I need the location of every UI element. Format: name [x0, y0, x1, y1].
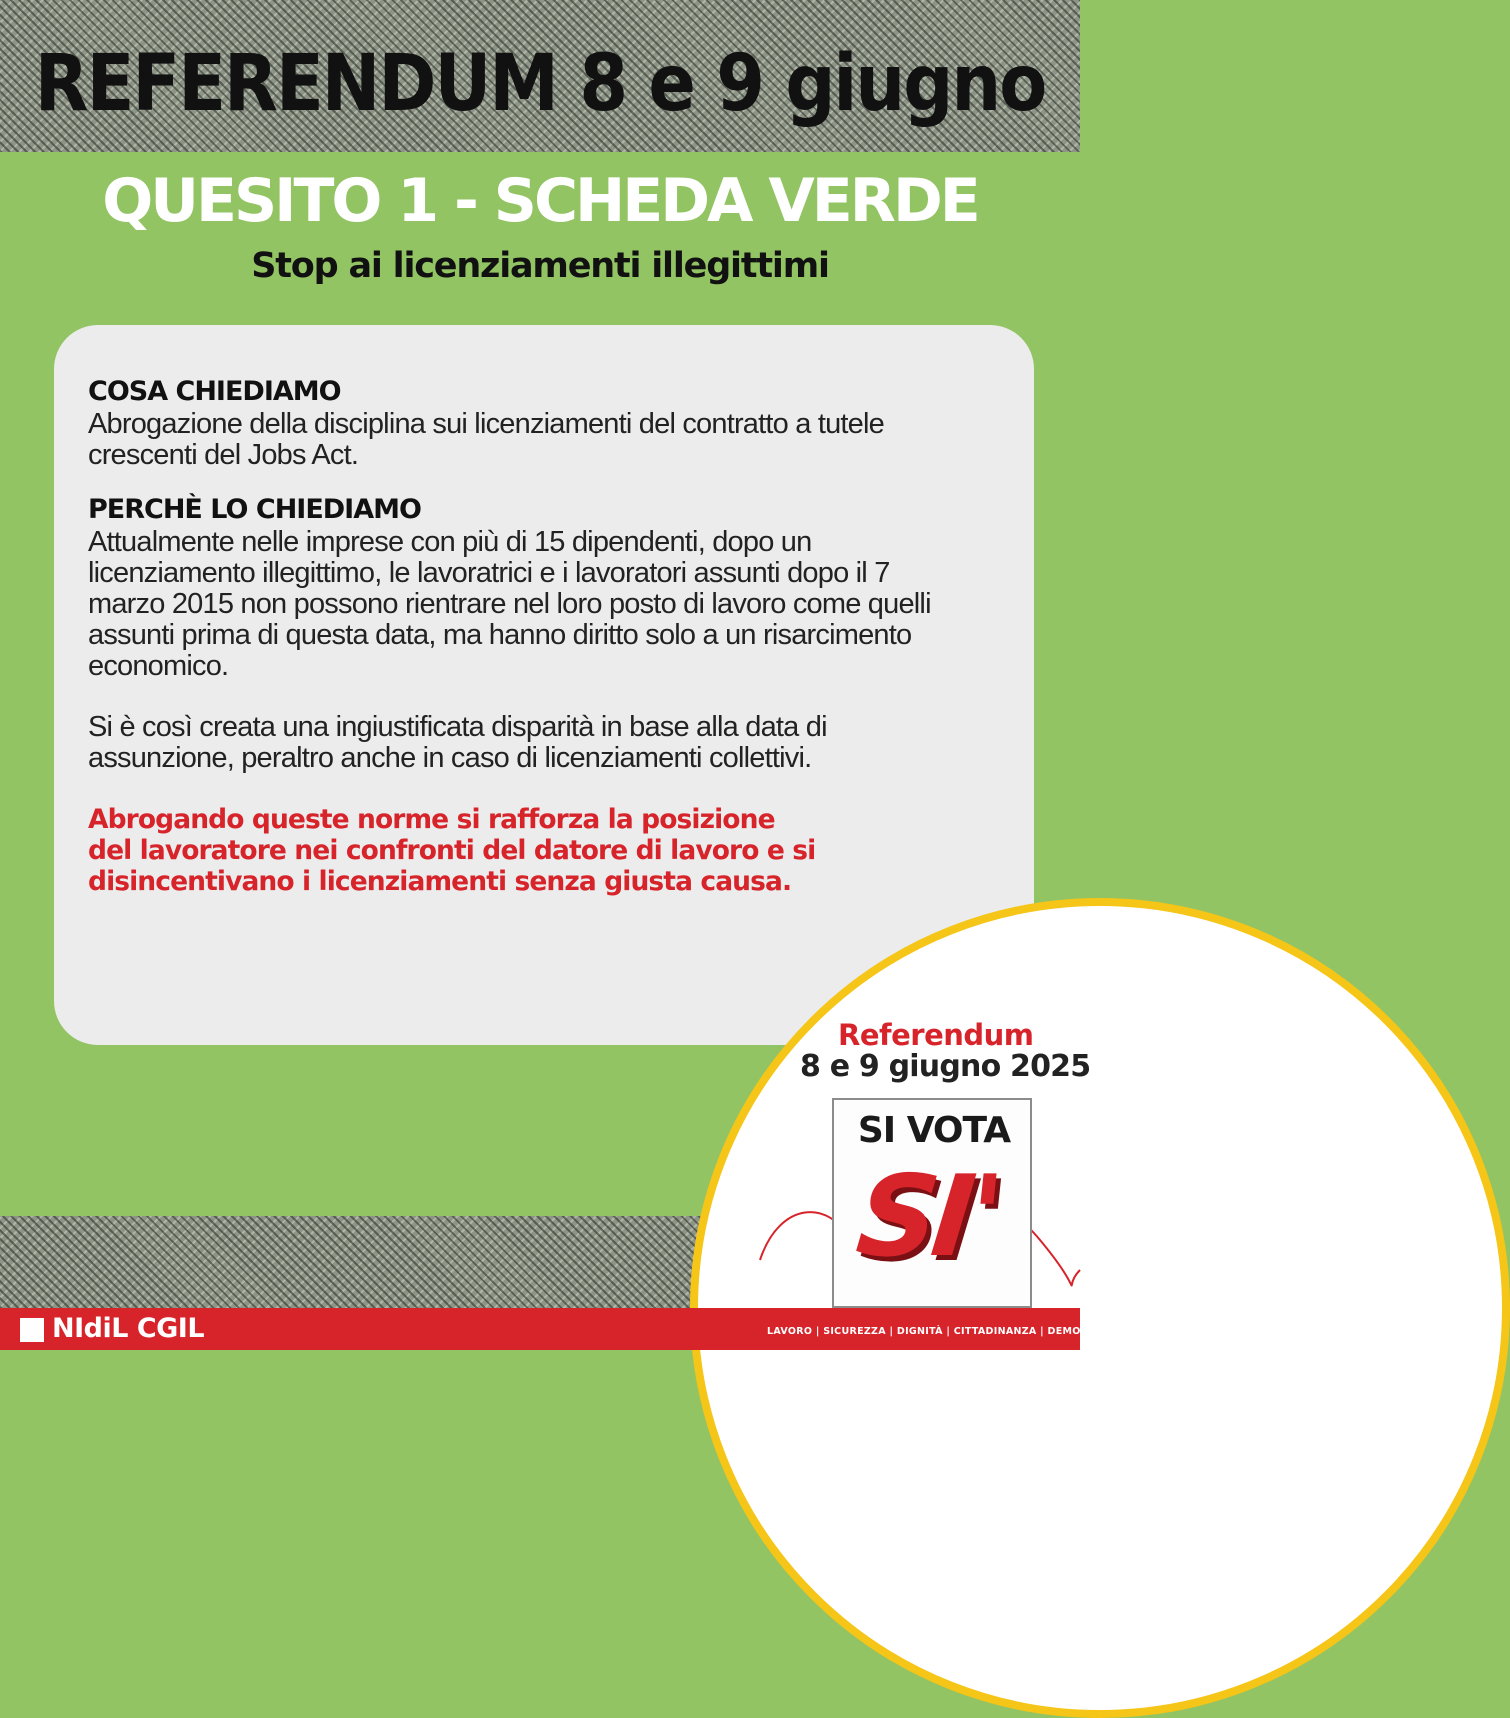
highlight-line: del lavoratore nei confronti del datore di lavoro e si [88, 835, 816, 866]
badge-date: 8 e 9 giugno 2025 [800, 1049, 1091, 1084]
section-text-disparity [88, 712, 1008, 774]
footer-tagline: LAVORO | SICUREZZA | DIGNITÀ | CITTADINANZA | DEMOCRAZIA [767, 1326, 1122, 1337]
ballot-label: SI VOTA [857, 1110, 1011, 1151]
section-heading-what: COSA CHIEDIAMO [88, 376, 341, 407]
highlight-line: Abrogando queste norme si rafforza la posizione [88, 804, 775, 835]
badge-title: Referendum [838, 1018, 1034, 1052]
text-line: crescenti del Jobs Act. [88, 439, 359, 471]
question-title: QUESITO 1 - SCHEDA VERDE [102, 166, 978, 236]
question-tagline: Stop ai licenziamenti illegittimi [251, 246, 829, 286]
highlight-statement [88, 804, 1008, 897]
text-line: assunzione, peraltro anche in caso di licenziamenti collettivi. [88, 742, 812, 774]
text-line: marzo 2015 non possono rientrare nel loro posto di lavoro come quelli [88, 588, 931, 620]
info-card [54, 325, 1034, 1045]
text-line: Si è così creata una ingiustificata disparità in base alla data di [88, 711, 827, 743]
section-text-what [88, 409, 1008, 471]
main-title: REFERENDUM 8 e 9 giugno [34, 37, 1046, 129]
text-line: licenziamento illegittimo, le lavoratrici e i lavoratori assunti dopo il 7 [88, 557, 890, 589]
text-line: assunti prima di questa data, ma hanno diritto solo a un risarcimento [88, 619, 912, 651]
logo-square-icon [20, 1318, 44, 1342]
section-heading-why: PERCHÈ LO CHIEDIAMO [88, 494, 421, 525]
text-line: economico. [88, 650, 229, 682]
section-text-why [88, 527, 1008, 682]
si-vote-mark: SI' [851, 1152, 1004, 1282]
highlight-line: disincentivano i licenziamenti senza giusta causa. [88, 866, 792, 897]
info-card-content [88, 375, 1008, 897]
organization-logo-text: NIdiL CGIL [52, 1313, 205, 1344]
text-line: Abrogazione della disciplina sui licenziamenti del contratto a tutele [88, 408, 884, 440]
text-line: Attualmente nelle imprese con più di 15 dipendenti, dopo un [88, 526, 812, 558]
